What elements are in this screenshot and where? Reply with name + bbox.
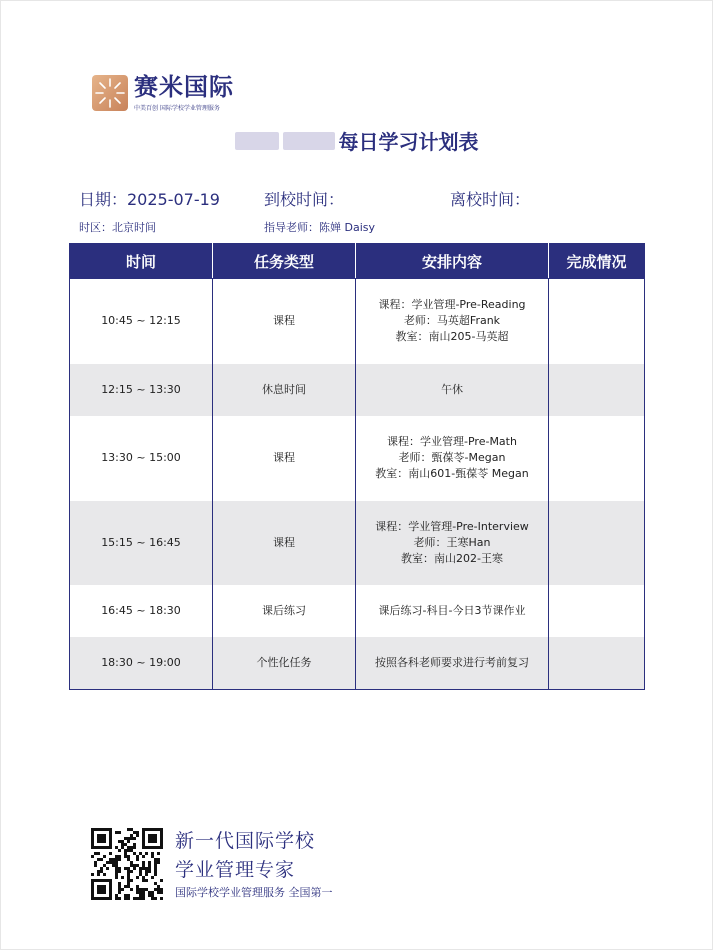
cell-time: 13:30 ~ 15:00 — [70, 416, 213, 501]
schedule-table — [69, 243, 645, 690]
leave-time-label: 离校时间： — [450, 190, 531, 209]
table-row — [70, 585, 645, 637]
cell-content — [356, 364, 549, 416]
cell-type: 课程 — [213, 501, 356, 585]
cell-status — [549, 416, 645, 501]
title-row — [0, 126, 713, 155]
header-type: 任务类型 — [213, 244, 356, 279]
table-row — [70, 416, 645, 501]
content-line: 教室：南山202-王寒 — [401, 551, 503, 565]
content-line: 按照各科老师要求进行考前复习 — [375, 655, 529, 669]
cell-type: 个性化任务 — [213, 637, 356, 690]
cell-status — [549, 279, 645, 364]
cell-content — [356, 416, 549, 501]
content-line: 课程：学业管理-Pre-Reading — [378, 298, 526, 312]
cell-content — [356, 279, 549, 364]
page-title: 每日学习计划表 — [338, 130, 479, 154]
header-status: 完成情况 — [549, 244, 645, 279]
content-line: 老师：马英超Frank — [403, 314, 501, 328]
teacher-label: 指导老师：陈婵 Daisy — [264, 221, 376, 234]
content-line: 课程：学业管理-Pre-Math — [387, 435, 517, 448]
redacted-name — [235, 132, 279, 150]
qr-code-icon — [91, 828, 163, 900]
cell-time: 15:15 ~ 16:45 — [70, 501, 213, 585]
content-line: 教室：南山601-甄葆苓 Megan — [375, 467, 529, 480]
table-row — [70, 637, 645, 690]
table-header-row — [70, 244, 645, 279]
cell-type: 课程 — [213, 279, 356, 364]
content-line: 老师：甄葆苓-Megan — [398, 451, 506, 464]
date-label: 日期：2025-07-19 — [79, 190, 220, 209]
content-line: 午休 — [441, 382, 463, 396]
brand-logo — [92, 74, 234, 112]
cell-type: 课后练习 — [213, 585, 356, 637]
brand-name: 赛米国际 — [134, 73, 234, 101]
cell-status — [549, 637, 645, 690]
logo-mark-icon — [92, 75, 128, 111]
table-row — [70, 279, 645, 364]
arrive-time-label: 到校时间： — [264, 190, 345, 209]
cell-content — [356, 501, 549, 585]
table-row — [70, 364, 645, 416]
content-line: 教室：南山205-马英超 — [395, 330, 509, 344]
cell-content — [356, 637, 549, 690]
cell-time: 10:45 ~ 12:15 — [70, 279, 213, 364]
header-content: 安排内容 — [356, 244, 549, 279]
header-time: 时间 — [70, 244, 213, 279]
cell-content — [356, 585, 549, 637]
cell-time: 18:30 ~ 19:00 — [70, 637, 213, 690]
cell-status — [549, 501, 645, 585]
table-row — [70, 501, 645, 585]
cell-status — [549, 364, 645, 416]
footer-slogan-line1: 新一代国际学校 — [175, 830, 316, 852]
content-line: 课程：学业管理-Pre-Interview — [375, 519, 529, 533]
cell-type: 休息时间 — [213, 364, 356, 416]
cell-status — [549, 585, 645, 637]
redacted-name — [283, 132, 335, 150]
cell-type: 课程 — [213, 416, 356, 501]
brand-tagline: 中美百创 国际学校学业管理服务 — [134, 105, 220, 112]
content-line: 课后练习-科目-今日3节课作业 — [378, 603, 526, 617]
timezone-label: 时区：北京时间 — [79, 221, 156, 234]
footer-slogan-line3: 国际学校学业管理服务 全国第一 — [175, 886, 333, 899]
cell-time: 16:45 ~ 18:30 — [70, 585, 213, 637]
footer-slogan-line2: 学业管理专家 — [175, 859, 296, 881]
cell-time: 12:15 ~ 13:30 — [70, 364, 213, 416]
content-line: 老师：王寒Han — [413, 535, 491, 549]
